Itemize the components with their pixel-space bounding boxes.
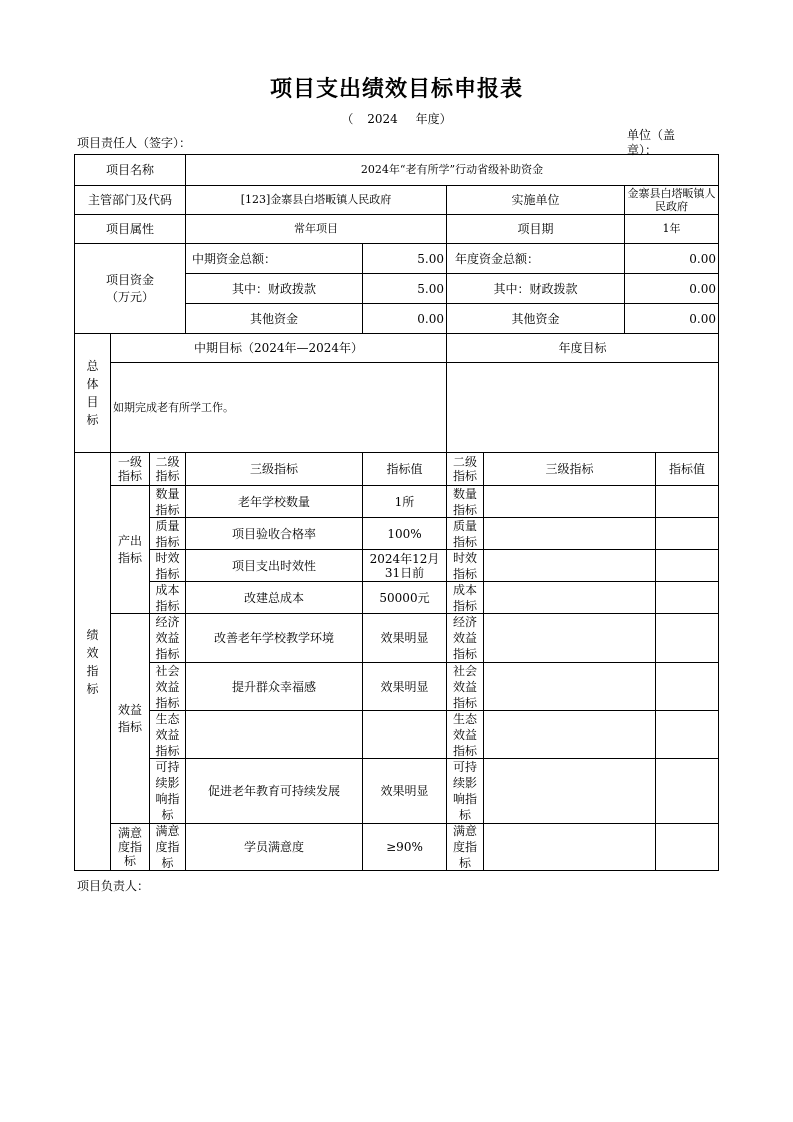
perf-row-value: ≥90% [386,840,423,854]
year-row-level2: 生态效益指标 [452,711,477,758]
attr-label: 项目属性 [105,222,154,236]
perf-row-level2: 生态效益指标 [155,711,180,758]
goals-label-cell [75,334,110,452]
col-value: 指标值 [386,462,423,476]
goals-label: 总体目标 [86,359,99,427]
mid-total-label: 中期资金总额： [192,251,277,266]
perf-row-level2: 经济效益指标 [155,615,180,661]
year-fiscal-label: 其中：财政拨款 [493,281,578,296]
year-fiscal-value: 0.00 [689,281,716,296]
perf-row-level2: 时效指标 [155,550,180,581]
mid-fiscal-label: 其中：财政拨款 [231,281,316,296]
period-value: 1年 [662,222,681,235]
perf-row-value: 2024年12月31日前 [369,551,440,580]
perf-row-value: 效果明显 [380,679,429,694]
page-title: 项目支出绩效目标申报表 [269,77,523,102]
perf-row-level2: 可持续影响指标 [155,760,180,822]
perf-row-level3: 改建总成本 [243,590,304,605]
unit-seal-label: 单位（盖章）： [627,128,676,157]
output-label: 产出指标 [117,533,142,565]
year-total-value: 0.00 [689,251,716,266]
perf-row-level3: 提升群众幸福感 [231,679,316,694]
perf-row-value: 100% [387,526,422,541]
satisfaction-label: 满意度指标 [117,826,142,868]
mid-goal-header: 中期目标（2024年—2024年） [193,341,364,355]
year-col-level2: 二级指标 [452,455,477,483]
year-unit: 年度） [415,112,452,126]
fund-label: 项目资金（万元） [105,272,154,304]
mid-total-value: 5.00 [417,251,444,266]
year-row-level2: 社会效益指标 [452,663,477,710]
year-other-label: 其他资金 [511,311,560,326]
perf-row-level3: 促进老年教育可持续发展 [207,784,340,798]
perf-row-level3 [186,711,362,758]
mid-goal-text: 如期完成老有所学工作。 [113,400,234,414]
year-goal-text [447,363,718,452]
year-row-level2: 时效指标 [452,550,477,581]
year-row-level2: 质量指标 [452,518,477,549]
year-row-level2: 数量指标 [452,486,477,517]
perf-row-level3: 项目支出时效性 [231,558,316,573]
year-col-level3: 三级指标 [545,462,594,476]
impl-value: 金寨县白塔畈镇人民政府 [627,187,716,213]
year-goal-header: 年度目标 [558,341,607,355]
year-row-level2: 经济效益指标 [452,615,477,661]
col-level3: 三级指标 [249,462,298,476]
period-label: 项目期 [517,222,554,236]
owner-label: 项目负责人： [77,879,150,893]
year-row-level2: 满意度指标 [452,824,477,870]
responsible-label: 项目责任人（签字）： [77,136,192,150]
mid-fiscal-value: 5.00 [417,281,444,296]
perf-row-level3: 学员满意度 [243,840,304,854]
dept-value: [123]金寨县白塔畈镇人民政府 [240,193,392,206]
year-total-label: 年度资金总额： [455,251,540,266]
project-name-value: 2024年“老有所学”行动省级补助资金 [360,163,544,176]
col-level2: 二级指标 [155,455,180,483]
perf-row-value: 1所 [394,494,415,509]
perf-row-level3: 项目验收合格率 [231,526,316,541]
mid-other-value: 0.00 [417,311,444,326]
year-col-value: 指标值 [668,462,705,476]
year-value: 2024 [367,112,398,126]
benefit-label: 效益指标 [117,702,142,734]
perf-row-level2: 质量指标 [155,518,180,549]
perf-row-level3: 老年学校数量 [237,494,310,509]
impl-label: 实施单位 [511,193,560,207]
perf-label-cell [75,453,110,870]
year-row-level2: 成本指标 [452,582,477,613]
year-row-level2: 可持续影响指标 [452,760,477,822]
perf-row-value: 效果明显 [380,784,429,798]
perf-row-value: 效果明显 [380,631,429,645]
perf-label: 绩效指标 [86,627,99,696]
perf-row-value [363,711,446,758]
dept-label: 主管部门及代码 [87,193,172,207]
perf-row-level2: 成本指标 [155,582,180,613]
mid-other-label: 其他资金 [249,311,298,326]
project-name-label: 项目名称 [105,163,154,177]
col-level1: 一级指标 [117,455,142,483]
year-other-value: 0.00 [689,311,716,326]
perf-row-level2: 数量指标 [155,486,180,517]
perf-row-value: 50000元 [379,590,430,605]
year-open: （ [341,112,354,126]
perf-row-level3: 改善老年学校教学环境 [213,631,334,645]
perf-row-level2: 满意度指标 [155,824,180,870]
attr-value: 常年项目 [294,222,338,235]
perf-row-level2: 社会效益指标 [155,663,180,710]
